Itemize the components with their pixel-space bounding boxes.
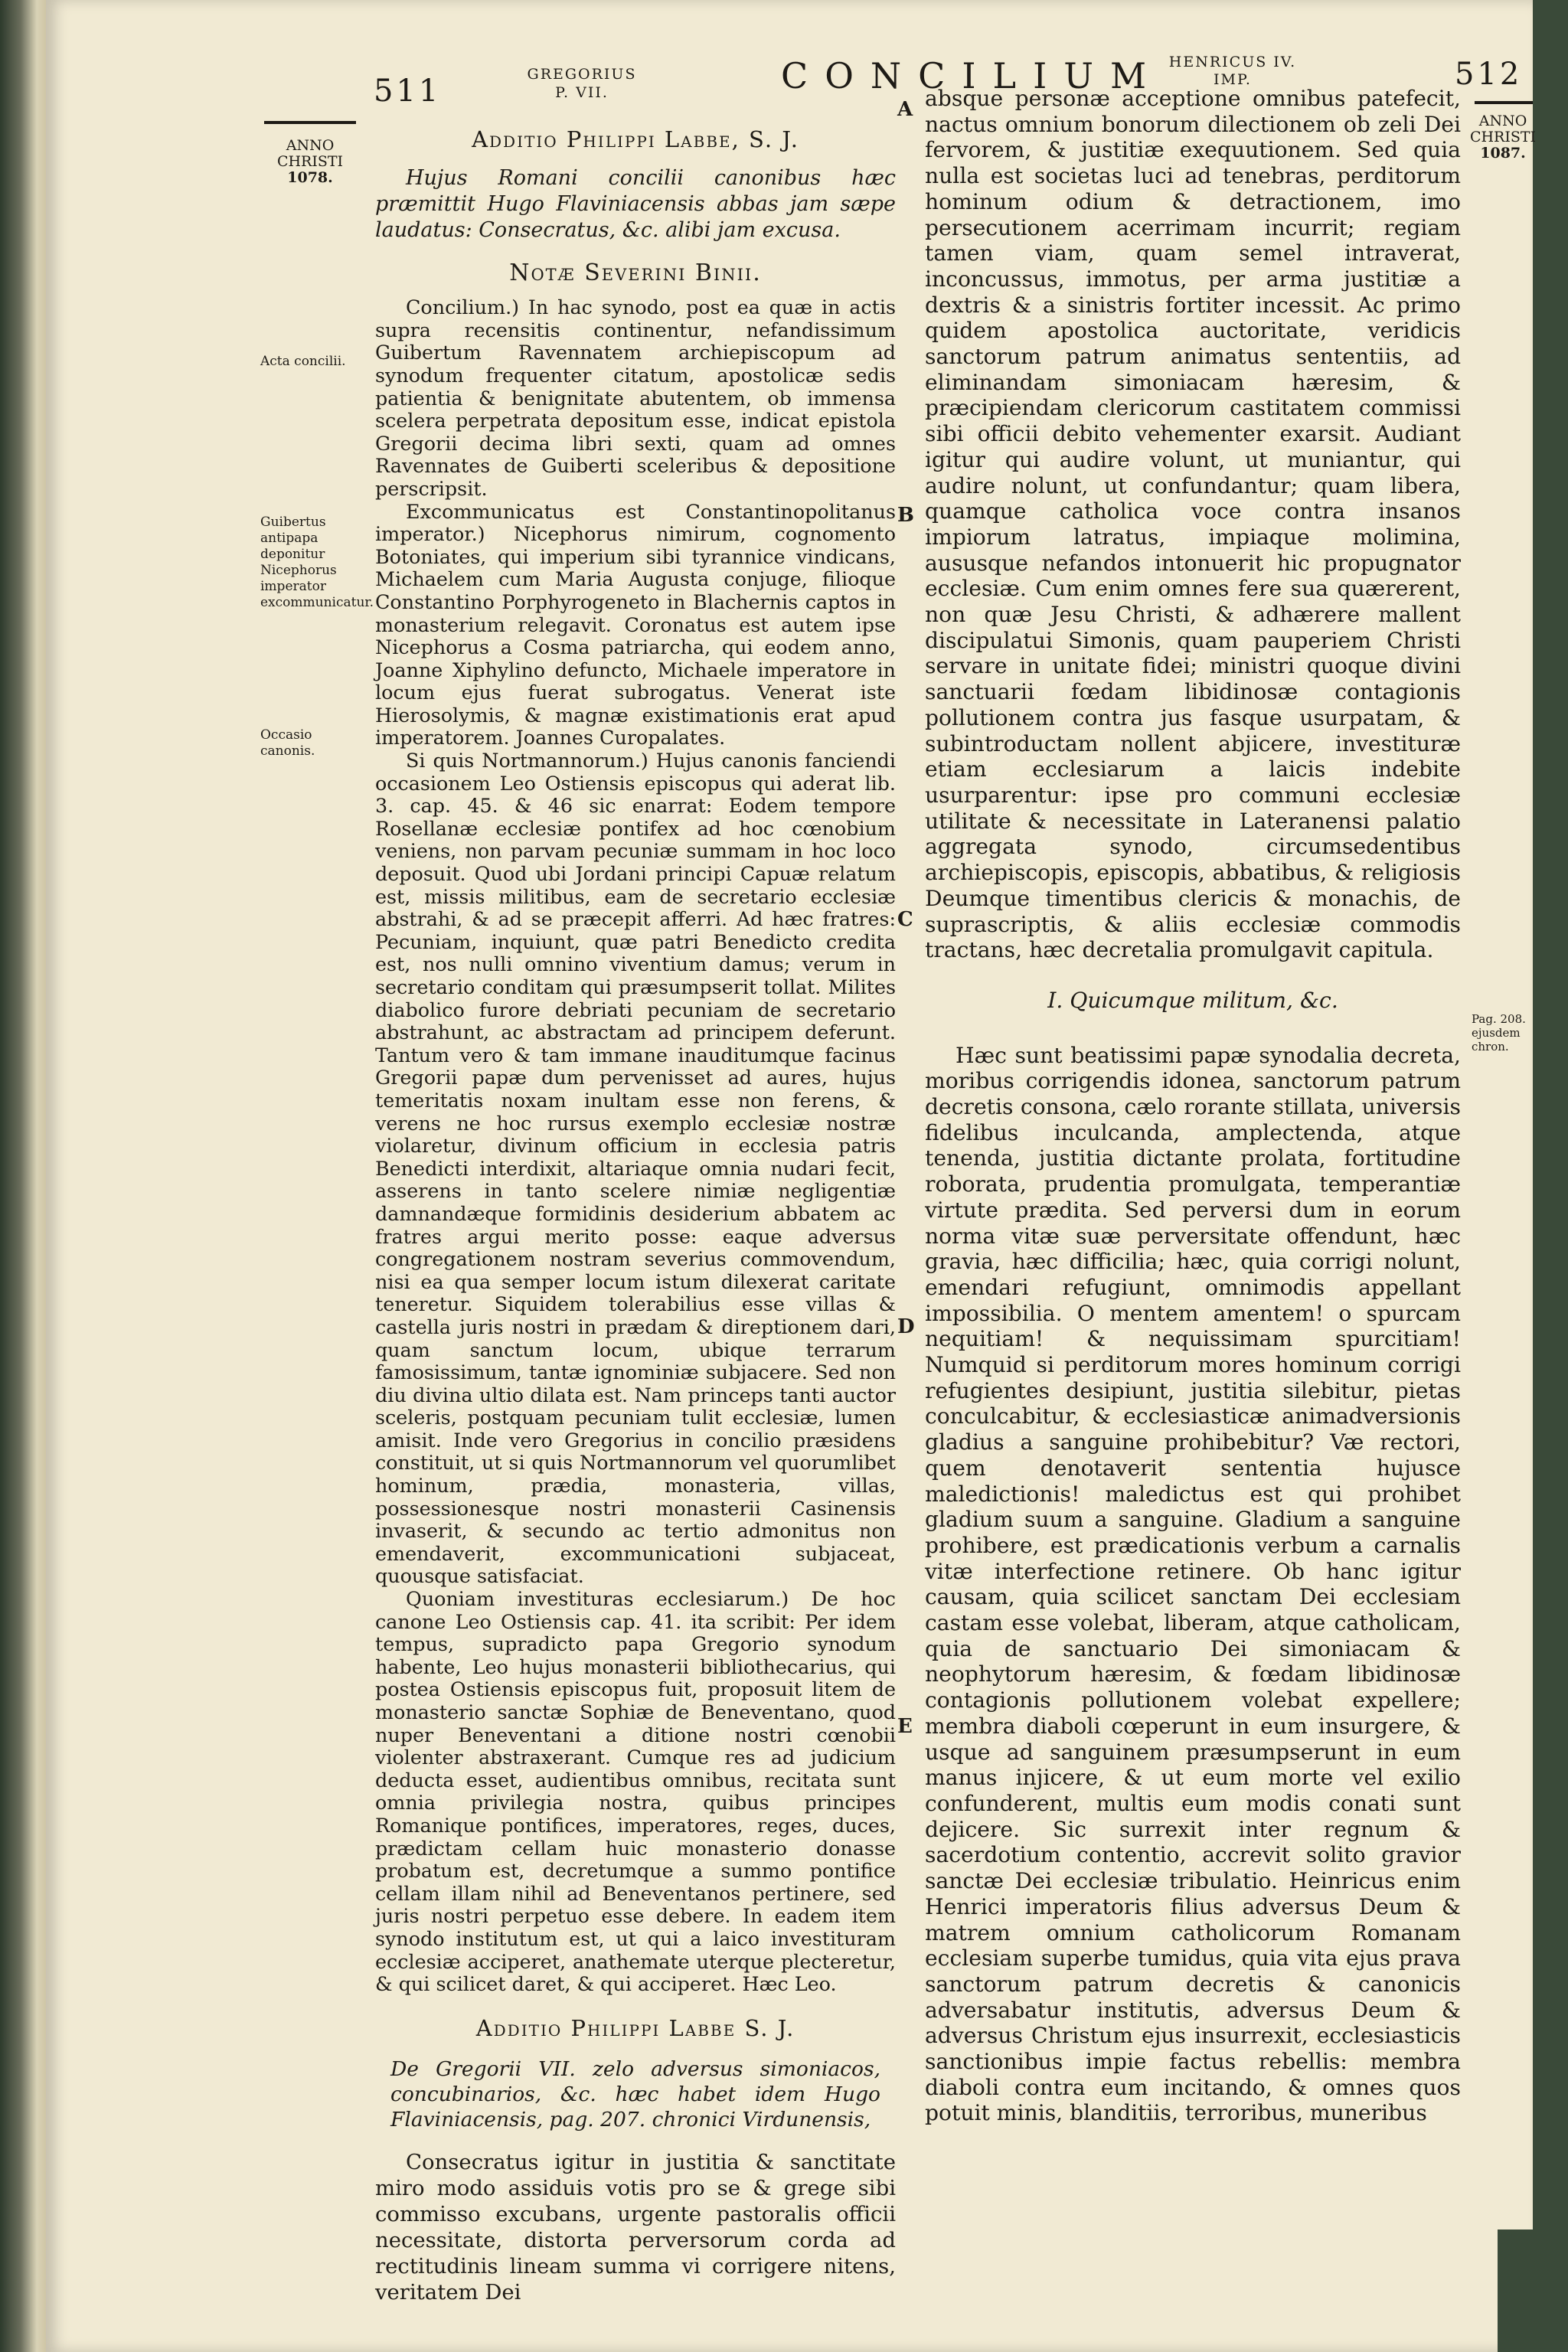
margin-rule-left (264, 121, 356, 124)
section-letter-e: E (897, 1715, 913, 1738)
addition1-heading: Additio Philippi Labbe, S. J. (472, 126, 799, 152)
left-running-head: GREGORIUS (527, 66, 637, 83)
addition1-text: Hujus Romani concilii canonibus hæc præmittit Hugo Flaviniacensis abbas jam sæpe laudatus: Consecratus, &c. alibi jam excusa. (375, 165, 896, 242)
addition2-italic: De Gregorii VII. zelo adversus simoniacos, concubinarios, &c. hæc habet idem Hugo Flaviniacensis, pag. 207. chronici Virdunensis, (390, 2057, 880, 2132)
margin-rule-right (1475, 101, 1533, 104)
notae-paragraph-4: Quoniam investituras ecclesiarum.) De hoc canone Leo Ostiensis cap. 41. ita scribit: Per idem tempus, supradicto papa Gregorio synodum habente, Leo hujus monasterii bibliothecarius, qui postea Ostiensis episcopus fuit, proposuit litem de monasterio sanctæ Sophiæ de Beneventano, quod nuper Beneventani a ditione nostri cœnobii violenter abstraxerant. Cumque res ad judicium deducta esset, audientibus omnibus, recitata sunt omnia privilegia nostra, quibus principes Romanique pontifices, imperatores, reges, duces, prædictam cellam huic monasterio donasse probatum est, decretumque a summo pontifice cellam illam nihil ad Beneventanos pertinere, sed juris nostri perpetuo esse debere. In eadem item synodo institutum est, ut qui a laico investituram ecclesiæ acciperet, anathemate uterque plecteretur, & qui scilicet daret, & qui acciperet. Hæc Leo. (375, 1587, 896, 1996)
background-corner (1498, 2230, 1533, 2352)
book-page (46, 0, 1537, 2352)
left-page-number: 511 (374, 74, 442, 109)
right-page-number: 512 (1455, 57, 1523, 92)
section-letter-a: A (897, 98, 913, 121)
section-title: I. Quicumque militum, &c. (1047, 987, 1338, 1013)
section-letter-c: C (897, 908, 913, 931)
section-letter-b: B (897, 504, 914, 527)
anno-christi-right: ANNO CHRISTI 1087. (1469, 113, 1537, 162)
consecratus-paragraph: Consecratus igitur in justitia & sanctitate miro modo assiduis votis pro se & grege sibi commisso excubans, urgente pastoralis officii necessitate, distorta perversorum corda ad rectitudinis lineam summa vi corrigere nitens, veritatem Dei (375, 2150, 896, 2305)
right-paragraph-1: absque personæ acceptione omnibus patefecit, nactus omnium bonorum dilectionem ob zeli Dei fervorem, & justitiæ exequutionem. Sed quia nulla est societas luci ad tenebras, perditorum hominum odium & detractionem, imo persecutionem acerrimam incurrit; regiam tamen viam, quam semel intraverat, inconcussus, immotus, per arma justitiæ a dextris & a sinistris fortiter incessit. Ac primo quidem apostolica auctoritate, veridicis sanctorum patrum animatus sententiis, ad eliminandam simoniacam hæresim, & præcipiendam clericorum castitatem commissi sibi officii debito vehementer exarsit. Audiant igitur qui audire volunt, ut muniantur, qui audire nolunt, ut confundantur; quam libera, quamque catholica voce contra insanos impiorum latratus, impiaque molimina, aususque nefandos intonuerit hic propugnator ecclesiæ. Cum enim omnes fere sua quærerent, non quæ Jesu Christi, & adhærere mallent discipulatui Simonis, quam pauperiem Christi servare in unitate fidei; ministri quoque divini sanctuarii fœdam libidinosæ contagionis pollutionem contra jus fasque usurpatam, & subintroductam nollent abjicere, investituræ etiam ecclesiarum a laicis indebite usurparentur: ipse pro communi ecclesiæ utilitate & necessitate in Lateranensi palatio aggregata synodo, circumsedentibus archiepiscopis, episcopis, abbatibus, & religiosis Deumque timentibus clericis & monachis, de suprascriptis, & aliis ecclesiæ commodis tractans, hæc decretalia promulgavit capitula. (925, 86, 1461, 963)
notae-paragraph-2: Excommunicatus est Constantinopolitanus imperator.) Nicephorus nimirum, cognomento Botoniates, qui imperium sibi tyrannice vindicans, Michaelem cum Maria Augusta conjuge, filioque Constantino Porphyrogeneto in Blachernis captos in monasterium relegavit. Coronatus est autem ipse Nicephorus a Cosma patriarcha, qui eodem anno, Joanne Xiphylino defuncto, Michaele imperatore in locum ejus fuerat subrogatus. Venerat iste Hierosolymis, & magnæ existimationis erat apud imperatorem. Joannes Curopalates. (375, 499, 896, 750)
left-running-sub: P. VII. (555, 84, 609, 101)
notae-paragraph-1: Concilium.) In hac synodo, post ea quæ in actis supra recensitis continentur, nefandissimum Guibertum Ravennatem archiepiscopum ad synodum frequenter citatum, apostolicæ sedis patientia & benignitate abutentem, ob immensa scelera perpetrata depositum esse, indicat epistola Gregorii decima libri sexti, quam ad omnes Ravennates de Guiberti sceleribus & depositione perscripsit. (375, 296, 896, 500)
margin-note-acta: Acta concilii. (260, 354, 346, 369)
addition2-heading: Additio Philippi Labbe S. J. (475, 2014, 795, 2041)
section-letter-d: D (897, 1315, 915, 1338)
right-running-head: HENRICUS IV. (1168, 54, 1297, 70)
page-title: CONCILIUM (781, 55, 1164, 96)
book-spine-edge (0, 0, 46, 2352)
anno-christi-left: ANNO CHRISTI 1078. (276, 137, 344, 186)
notae-paragraph-3: Si quis Nortmannorum.) Hujus canonis fanciendi occasionem Leo Ostiensis episcopus qui aderat lib. 3. cap. 45. & 46 sic enarrat: Eodem tempore Rosellanæ ecclesiæ pontifex ad hoc cœnobium veniens, non parvam pecuniæ summam in hoc loco deposuit. Quod ubi Jordani principi Capuæ relatum est, missis militibus, eam de secretario ecclesiæ abstrahi, & ad se præcepit afferri. Ad hæc fratres: Pecuniam, inquiunt, quæ patri Benedicto credita est, nos nulli omnino viventium damus; verum in secretario conditam qui præsumpserit tollat. Milites diabolico furore debriati pecuniam de secretario abstrahunt, ac abstractam ad principem deferunt. Tantum vero & tam immane inauditumque facinus Gregorii papæ dum pervenisset ad aures, hujus temeritatis noxam inultam esse non ferens, & verens ne hoc rursus exemplo ecclesiæ nostræ violaretur, divinum officium in ecclesia patris Benedicti interdixit, altariaque omnia nudari fecit, asserens in tanto scelere nimiæ negligentiæ damnandæque formidinis desiderium abbatem ac fratres argui merito posse: eaque adversus congregationem nostram severius commovendum, nisi ea qua semper locum istum dilexerat caritate teneretur. Siquidem tolerabilius esse villas & castella juris nostri in prædam & direptionem dari, quam sanctum locum, ubique terrarum famosissimum, tantæ ignominiæ subjacere. Sed non diu divina ultio dilata est. Nam princeps tanti auctor sceleris, postquam pecuniam tulit ecclesiæ, lumen amisit. Inde vero Gregorius in concilio præsidens constituit, ut si quis Nortmannorum vel quorumlibet hominum, prædia, monasteria, villas, possessionesque nostri monasterii Casinensis invaserit, & secundo ac tertio admonitus non emendaverit, excommunicationi subjaceat, quousque satisfaciat. (375, 749, 896, 1588)
margin-note-occasio: Occasio canonis. (260, 727, 315, 759)
margin-note-guibertus: Guibertus antipapa deponitur Nicephorus imperator excommunicatur. (260, 514, 374, 610)
margin-note-pag: Pag. 208. ejusdem chron. (1472, 1012, 1526, 1054)
right-column (925, 86, 1461, 2126)
notae-heading: Notæ Severini Binii. (509, 259, 762, 286)
right-paragraph-2: Hæc sunt beatissimi papæ synodalia decreta, moribus corrigendis idonea, sanctorum patrum decretis consona, cælo rorante stillata, universis fidelibus inculcanda, amplectenda, atque tenenda, justitia dictante prolata, fortitudine roborata, prudentia promulgata, temperantiæ virtute prædita. Sed perversi dum in eorum norma vitæ suæ perversitate offendunt, hæc gravia, hæc difficilia; hæc, quia corrigi nolunt, emendari refugiunt, omnimodis appellant impossibilia. O mentem amentem! o spurcam nequitiam! & nequissimam spurcitiam! Numquid si perditorum mores hominum corrigi refugientes desipiunt, justitia silebitur, pietas conculcabitur, & ecclesiasticæ animadversionis gladius a sanguine prohibebitur? Væ rectori, quem denotaverit sententia hujusce maledictionis! maledictus est qui prohibet gladium suum a sanguine. Gladium a sanguine prohibere, est prædicationis verbum a carnalis vitæ interfectione retinere. Ob hanc igitur causam, quia scilicet sanctam Dei ecclesiam castam esse volebat, liberam, atque catholicam, quia de sanctuario Dei simoniacam & neophytorum hæresim, & fœdam libidinosæ contagionis pollutionem volebat expellere; membra diaboli cœperunt in eum insurgere, & usque ad sanguinem præsumpserunt in eum manus injicere, & ut eum morte vel exilio confunderent, multis eum modis conati sunt dejicere. Sic surrexit inter regnum & sacerdotium contentio, accrevit solito gravior sanctæ Dei ecclesiæ tribulatio. Heinricus enim Henrici imperatoris filius adversus Deum & matrem omnium catholicorum Romanam ecclesiam superbe tumidus, quia vita ejus prava sanctorum patrum decretis & canonicis adversabatur institutis, adversus Deum & adversus Christum ejus insurrexit, ecclesiasticis sanctionibus impie factus rebellis: membra diaboli contra eum incitando, & omnes quos potuit minis, blanditiis, terroribus, muneribus (925, 1042, 1461, 2126)
right-running-sub: IMP. (1214, 71, 1252, 88)
left-column (375, 126, 896, 2305)
